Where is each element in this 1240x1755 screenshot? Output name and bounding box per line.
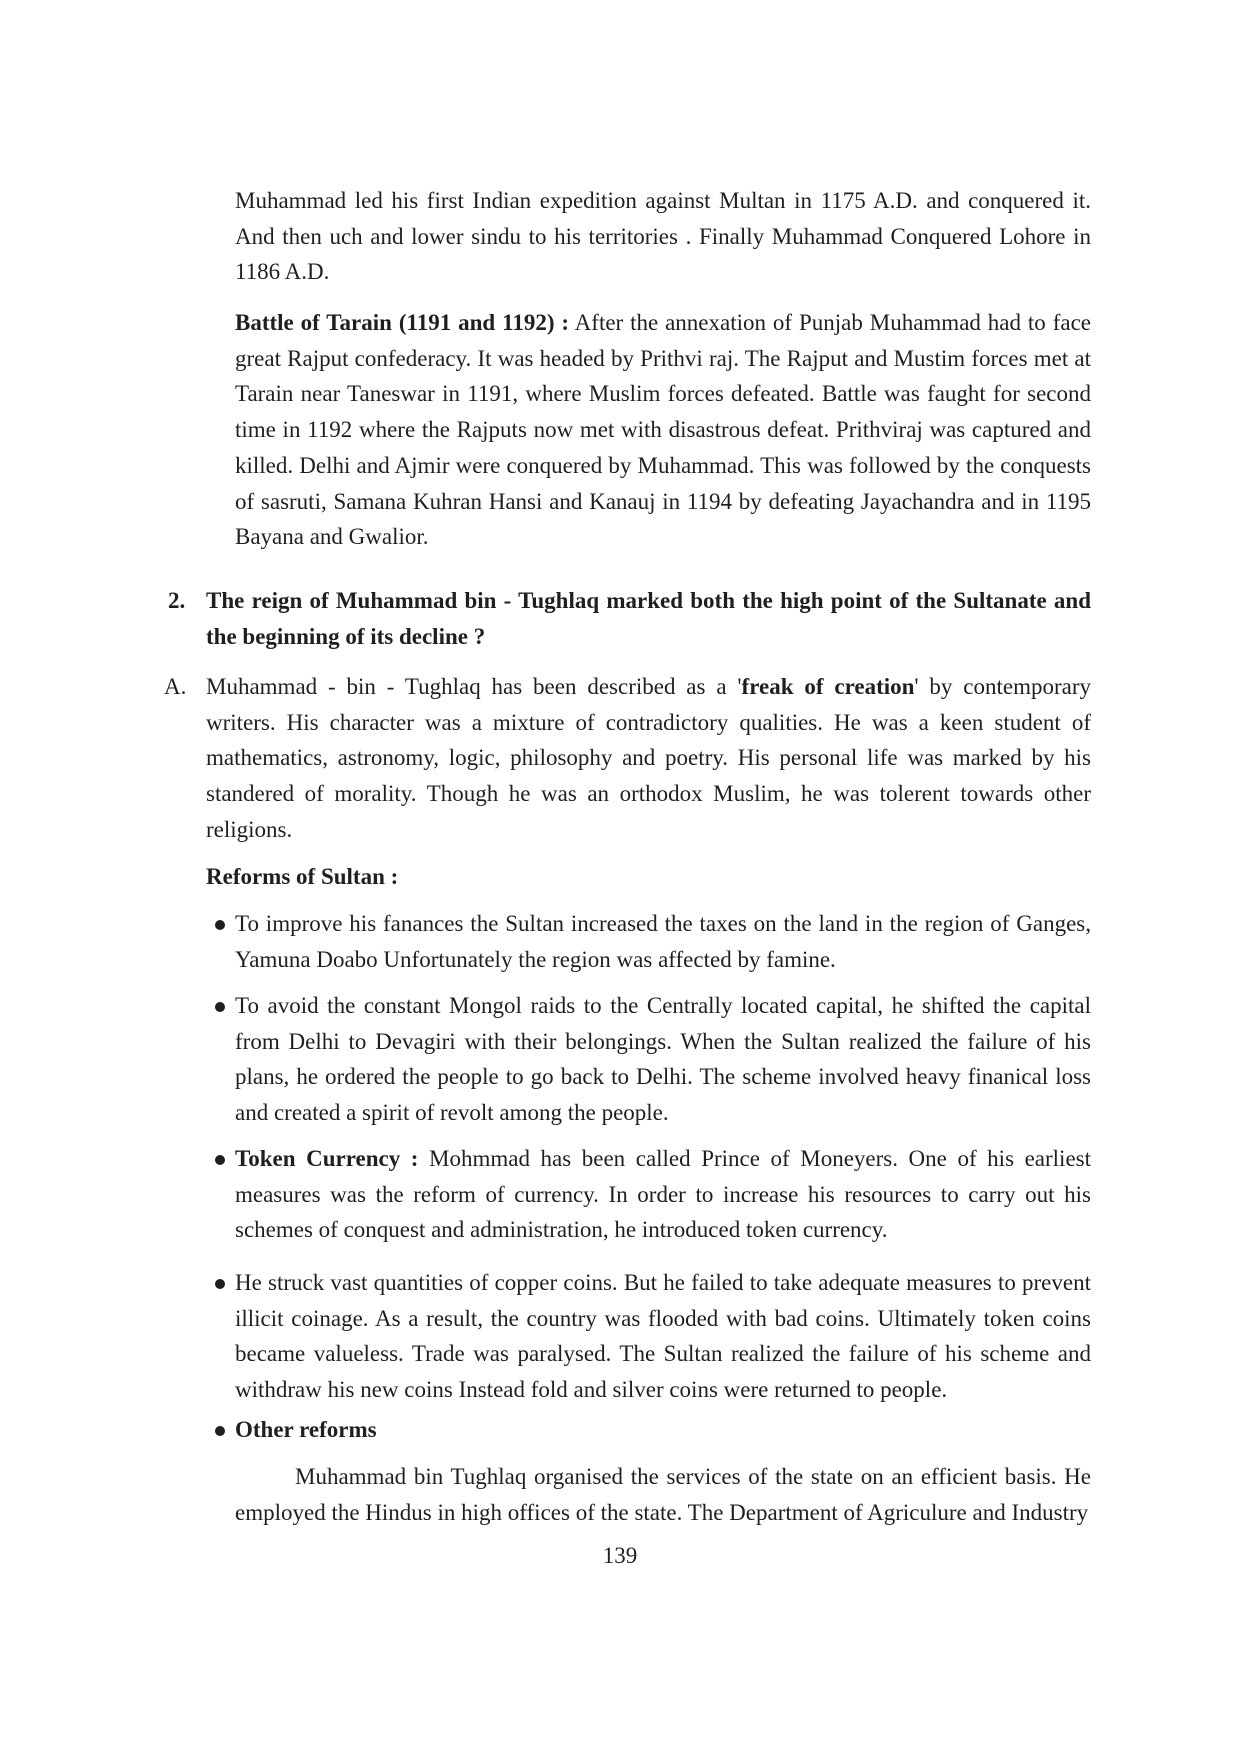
question-number: 2. xyxy=(168,588,186,613)
bullet-text: To improve his fanances the Sultan increased the taxes on the land in the region of Ganges, Yamuna Doabo Unfortunately the region was affected by famine. xyxy=(235,911,1091,972)
paragraph-battle-of-tarain xyxy=(235,305,1091,555)
reforms-heading: Reforms of Sultan : xyxy=(206,864,399,889)
bullet-icon xyxy=(215,920,225,930)
answer-bold-phrase: freak of creation xyxy=(741,674,915,699)
answer-a xyxy=(164,669,1091,848)
question-text: The reign of Muhammad bin - Tughlaq marked both the high point of the Sultanate and the beginning of its decline ? xyxy=(206,588,1091,649)
paragraph-other-reforms: Muhammad bin Tughlaq organised the services of the state on an efficient basis. He employed the Hindus in high offices of the state. The Department of Agriculure and Industry xyxy=(235,1464,1091,1525)
tarain-heading: Battle of Tarain (1191 and 1192) : xyxy=(235,310,570,335)
bullet-text: To avoid the constant Mongol raids to the Centrally located capital, he shifted the capital from Delhi to Devagiri with their belongings. When the Sultan realized the failure of his plans, he ordered the people to go back to Delhi. The scheme involved heavy finanical loss and created a spirit of revolt among the people. xyxy=(235,993,1091,1126)
bullet-text xyxy=(235,1141,1091,1248)
bullet-capital-shift xyxy=(211,988,1091,1131)
bullet-copper-coins xyxy=(211,1265,1091,1408)
bullet-icon xyxy=(215,1002,225,1012)
answer-text-after: ' by contemporary writers. His character was a mixture of contradictory qualities. He was a keen student of mathematics, astronomy, logic, philosophy and poetry. His personal life was marked by his standered of morality. Though he was an orthodox Muslim, he was tolerent towards other religions. xyxy=(206,674,1091,842)
bullet-text: He struck vast quantities of copper coins. But he failed to take adequate measures to prevent illicit coinage. As a result, the country was flooded with bad coins. Ultimately token coins became valueless. Trade was paralysed. The Sultan realized the failure of his scheme and withdraw his new coins Instead fold and silver coins were returned to people. xyxy=(235,1270,1091,1403)
paragraph-multan: Muhammad led his first Indian expedition against Multan in 1175 A.D. and conquered it. And then uch and lower sindu to his territories . Finally Muhammad Conquered Lohore in 1186 A.D. xyxy=(235,188,1091,285)
tarain-text: After the annexation of Punjab Muhammad had to face great Rajput confederacy. It was headed by Prithvi raj. The Rajput and Mustim forces met at Tarain near Taneswar in 1191, where Muslim forces defeated. Battle was faught for second time in 1192 where the Rajputs now met with disastrous defeat. Prithviraj was captured and killed. Delhi and Ajmir were conquered by Muhammad. This was followed by the conquests of sasruti, Samana Kuhran Hansi and Kanauj in 1194 by defeating Jayachandra and in 1195 Bayana and Gwalior. xyxy=(235,310,1091,550)
answer-text xyxy=(206,669,1091,848)
answer-label: A. xyxy=(164,674,187,699)
token-currency-text: Mohmmad has been called Prince of Moneyers. One of his earliest measures was the reform of currency. In order to increase his resources to carry out his schemes of conquest and administration, he introduced token currency. xyxy=(235,1146,1091,1243)
other-reforms-heading-text: Other reforms xyxy=(235,1417,377,1442)
answer-text-before: Muhammad - bin - Tughlaq has been described as a ' xyxy=(206,674,742,699)
token-currency-heading: Token Currency : xyxy=(235,1146,419,1171)
other-reforms-heading xyxy=(235,1412,1091,1448)
bullet-icon xyxy=(215,1426,225,1436)
bullet-icon xyxy=(215,1155,225,1165)
bullet-taxes xyxy=(211,906,1091,977)
bullet-icon xyxy=(215,1279,225,1289)
bullet-other-reforms xyxy=(211,1412,1091,1448)
page-number: 139 xyxy=(602,1543,638,1568)
question-2 xyxy=(168,583,1091,654)
bullet-token-currency xyxy=(211,1141,1091,1248)
